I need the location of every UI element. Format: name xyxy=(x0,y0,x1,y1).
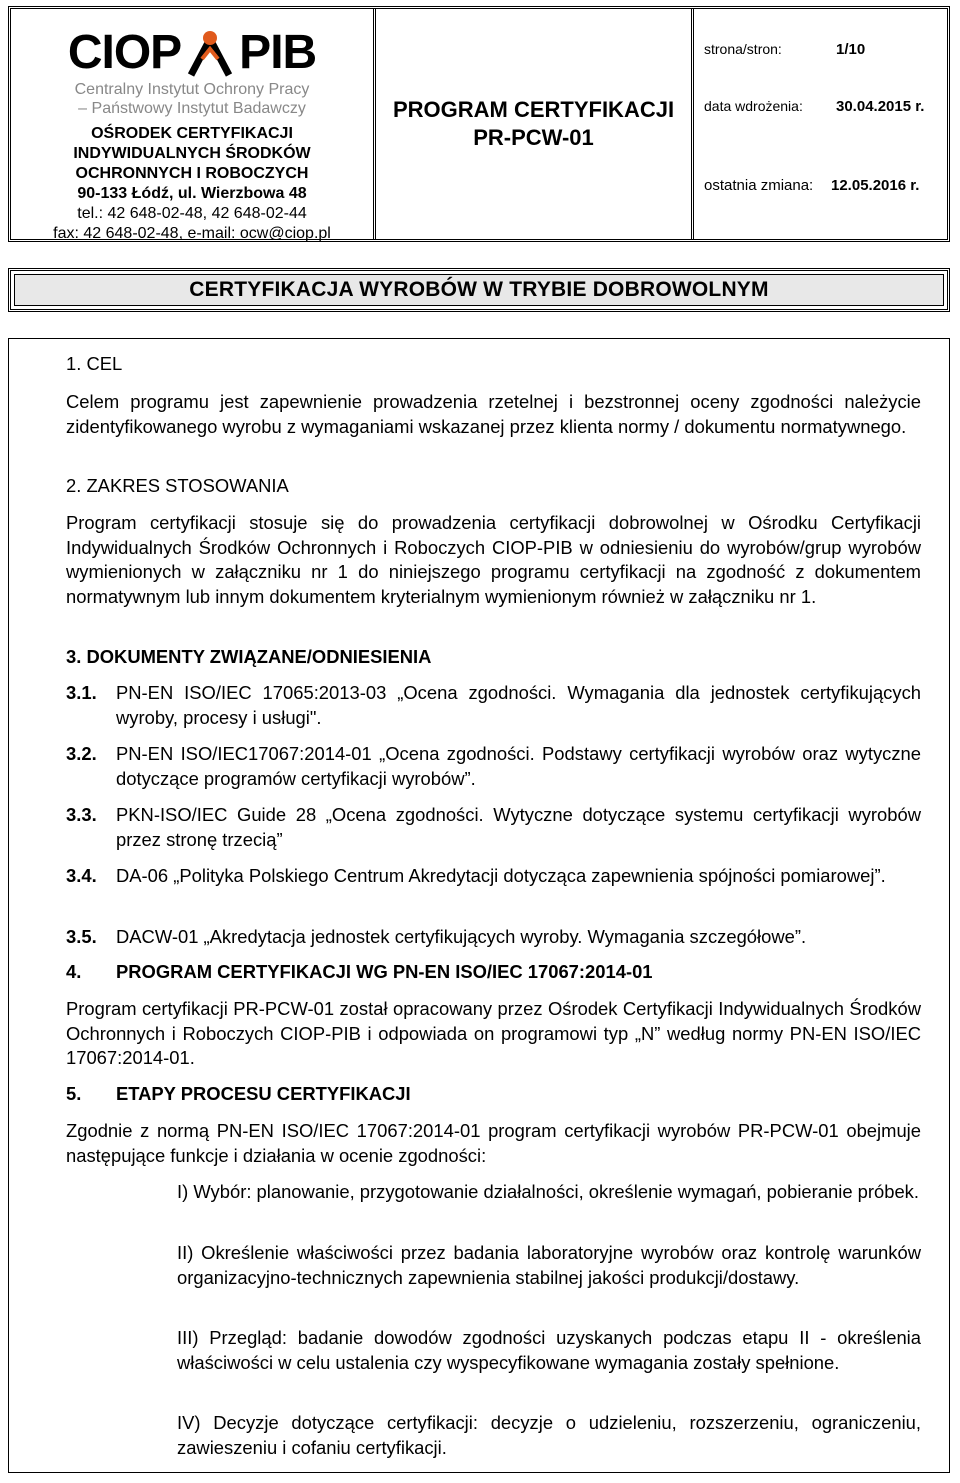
ref-3-1-number: 3.1. xyxy=(66,682,97,703)
document-meta xyxy=(694,9,947,239)
ref-3-5-number: 3.5. xyxy=(66,926,97,947)
page-count-label: strona/stron: xyxy=(704,41,782,57)
logo-text-left: CIOP xyxy=(67,26,182,79)
center-name-line1: OŚRODEK CERTYFIKACJI xyxy=(91,125,293,142)
certification-mode-banner xyxy=(8,268,950,312)
logo-figure-icon xyxy=(185,29,235,77)
center-address: 90-133 Łódź, ul. Wierzbowa 48 xyxy=(77,185,307,202)
ref-3-3-text: PKN-ISO/IEC Guide 28 „Ocena zgodności. Wytyczne dotyczące systemu certyfikacji wyrobów przez stronę trzecią” xyxy=(116,804,921,850)
center-fax-email: fax: 42 648-02-48, e-mail: ocw@ciop.pl xyxy=(53,225,331,242)
ref-3-4-number: 3.4. xyxy=(66,865,97,886)
program-title-cell xyxy=(376,9,694,239)
ref-3-4-text: DA-06 „Polityka Polskiego Centrum Akredytacji dotycząca zapewnienia spójności pomiarowej”. xyxy=(116,865,886,886)
ref-3-1-text: PN-EN ISO/IEC 17065:2013-03 „Ocena zgodności. Wymagania dla jednostek certyfikujących wyroby, procesy i usługi". xyxy=(116,682,921,728)
implementation-date-label: data wdrożenia: xyxy=(704,98,803,114)
institute-info xyxy=(11,9,376,242)
section-2-heading: 2. ZAKRES STOSOWANIA xyxy=(66,475,289,496)
banner-title: CERTYFIKACJA WYROBÓW W TRYBIE DOBROWOLNYM xyxy=(14,274,944,306)
section-5-text: Zgodnie z normą PN-EN ISO/IEC 17067:2014-01 program certyfikacji wyrobów PR-PCW-01 obejmuje następujące funkcje i działania w ocenie zgodności: xyxy=(66,1120,921,1166)
process-stage-4: IV) Decyzje dotyczące certyfikacji: decyzje o udzieleniu, rozszerzeniu, ograniczeniu, zawieszeniu i cofaniu certyfikacji. xyxy=(177,1412,921,1458)
last-change-value: 12.05.2016 r. xyxy=(831,177,920,194)
section-1-heading: 1. CEL xyxy=(66,353,123,374)
center-name-line3: OCHRONNYCH I ROBOCZYCH xyxy=(75,165,309,182)
ref-3-2-number: 3.2. xyxy=(66,743,97,764)
ref-3-2-text: PN-EN ISO/IEC17067:2014-01 „Ocena zgodności. Podstawy certyfikacji wyrobów oraz wytyczne dotyczące programów certyfikacji wyrobów”. xyxy=(116,743,921,789)
institute-name-line1: Centralny Instytut Ochrony Pracy xyxy=(74,81,310,98)
page-count-value: 1/10 xyxy=(836,41,866,58)
process-stage-2: II) Określenie właściwości przez badania laboratoryjne wyrobów oraz kontrolę warunków organizacyjno-technicznych zapewnienia stabilnej jakości produkcji/dostawy. xyxy=(177,1242,921,1288)
document-body-frame xyxy=(8,338,950,1473)
section-4-number: 4. xyxy=(66,961,82,982)
section-3-heading: 3. DOKUMENTY ZWIĄZANE/ODNIESIENIA xyxy=(66,646,432,667)
program-title: PROGRAM CERTYFIKACJI xyxy=(392,97,675,122)
logo-text-right: PIB xyxy=(239,26,317,79)
section-5-heading: ETAPY PROCESU CERTYFIKACJI xyxy=(116,1083,411,1104)
program-code: PR-PCW-01 xyxy=(473,125,594,150)
section-2-text: Program certyfikacji stosuje się do prowadzenia certyfikacji dobrowolnej w Ośrodku Certyfikacji Indywidualnych Środków Ochronnych i Roboczych CIOP-PIB w odniesieniu do wyrobów/grup wyrobów wymienionych w załączniku nr 1 do niniejszego programu certyfikacji na zgodność z dokumentem normatywnym lub innym dokumentem kryterialnym wymienionym również w załączniku nr 1. xyxy=(66,512,921,607)
last-change-row xyxy=(704,177,937,194)
section-4-text: Program certyfikacji PR-PCW-01 został opracowany przez Ośrodek Certyfikacji Indywidualnych Środków Ochronnych i Roboczych CIOP-PIB i odpowiada on programowi typ „N” według normy PN-EN ISO/IEC 17067:2014-01. xyxy=(66,998,921,1068)
section-4-heading: PROGRAM CERTYFIKACJI WG PN-EN ISO/IEC 17067:2014-01 xyxy=(116,961,653,982)
section-5-number: 5. xyxy=(66,1083,82,1104)
center-name-line2: INDYWIDUALNYCH ŚRODKÓW xyxy=(73,145,311,162)
implementation-date-row xyxy=(704,98,937,114)
implementation-date-value: 30.04.2015 r. xyxy=(836,98,925,115)
ref-3-3-number: 3.3. xyxy=(66,804,97,825)
ciop-pib-logo xyxy=(11,26,373,79)
process-stage-3: III) Przegląd: badanie dowodów zgodności uzyskanych podczas etapu II - określenia właściwości w celu ustalenia czy wyspecyfikowane wymagania zostały spełnione. xyxy=(177,1327,921,1373)
ref-3-5-text: DACW-01 „Akredytacja jednostek certyfikujących wyroby. Wymagania szczegółowe”. xyxy=(116,926,807,947)
page-count-row xyxy=(704,41,937,57)
section-1-text: Celem programu jest zapewnienie prowadzenia rzetelnej i bezstronnej oceny zgodności należycie zidentyfikowanego wyrobu z wymaganiami wskazanej przez klienta normy / dokumentu normatywnego. xyxy=(66,391,921,437)
center-phone: tel.: 42 648-02-48, 42 648-02-44 xyxy=(77,205,307,222)
last-change-label: ostatnia zmiana: xyxy=(704,177,814,194)
document-header xyxy=(8,6,950,242)
process-stage-1: I) Wybór: planowanie, przygotowanie działalności, określenie wymagań, pobieranie próbek. xyxy=(177,1181,919,1202)
institute-name-line2: – Państwowy Instytut Badawczy xyxy=(78,100,306,117)
